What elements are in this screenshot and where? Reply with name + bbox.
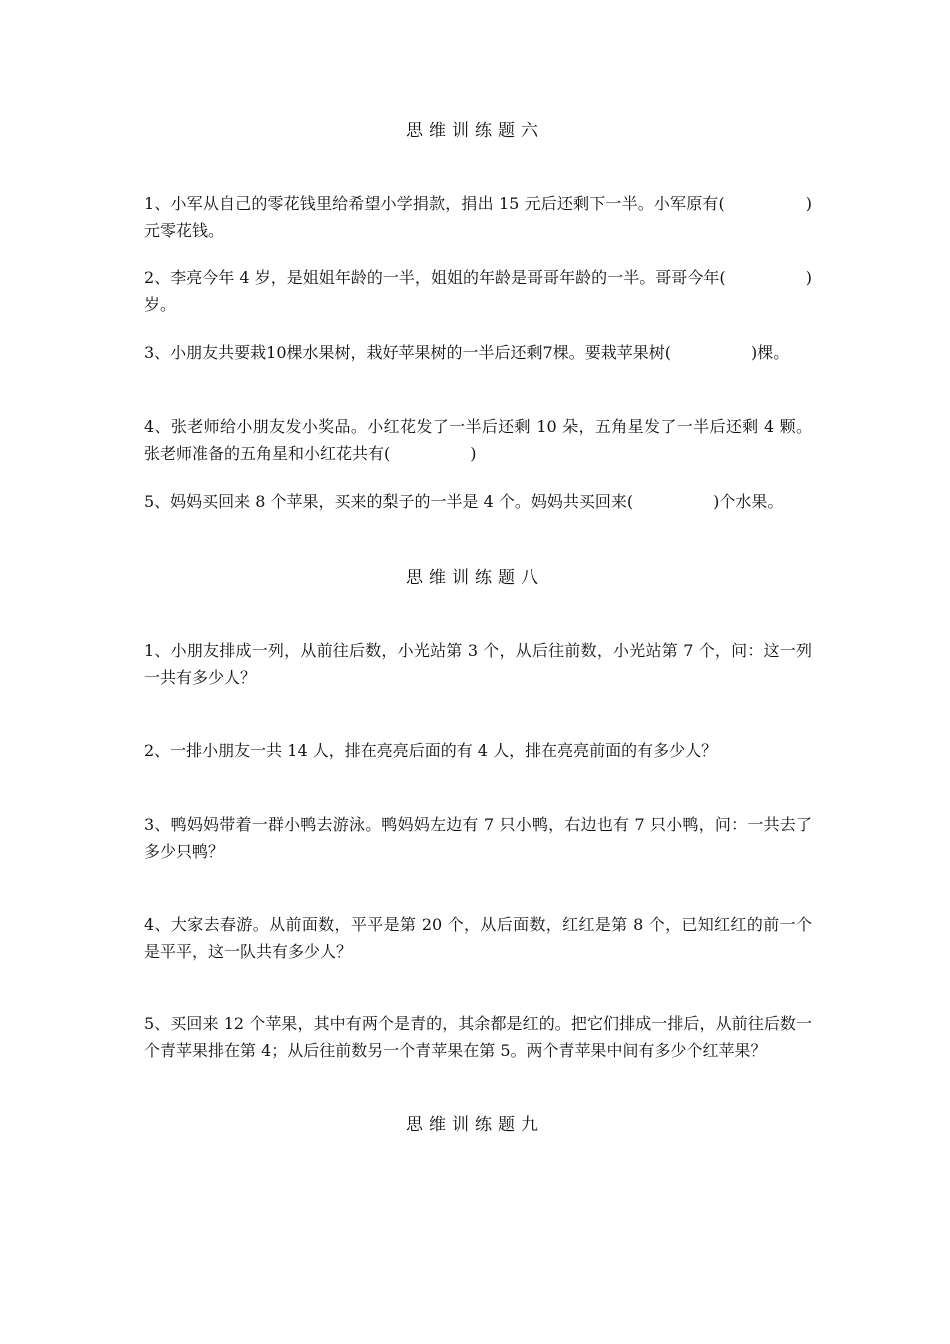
question-6-4: 4、张老师给小朋友发小奖品。小红花发了一半后还剩 10 朵，五角星发了一半后还剩 4 颗。张老师准备的五角星和小红花共有( ) [144,417,812,463]
question-6-5: 5、妈妈买回来 8 个苹果，买来的梨子的一半是 4 个。妈妈共买回来( )个水果。 [144,492,784,511]
question-8-4: 4、大家去春游。从前面数，平平是第 20 个，从后面数，红红是第 8 个，已知红红的前一个是平平，这一队共有多少人？ [144,915,812,961]
question-8-2: 2、一排小朋友一共 14 人，排在亮亮后面的有 4 人，排在亮亮前面的有多少人？ [144,741,718,760]
section-title-eight: 思维训练题八 [406,568,544,588]
question-6-2: 2、李亮今年 4 岁，是姐姐年龄的一半，姐姐的年龄是哥哥年龄的一半。哥哥今年( )岁。 [144,268,812,314]
question-6-3: 3、小朋友共要栽10棵水果树，栽好苹果树的一半后还剩7棵。要栽苹果树( )棵。 [144,343,790,362]
question-8-1: 1、小朋友排成一列，从前往后数，小光站第 3 个，从后往前数，小光站第 7 个，问：这一列一共有多少人？ [144,641,812,687]
question-8-3: 3、鸭妈妈带着一群小鸭去游泳。鸭妈妈左边有 7 只小鸭，右边也有 7 只小鸭，问：一共去了多少只鸭？ [144,815,812,861]
section-title-six: 思维训练题六 [406,121,544,141]
question-6-1: 1、小军从自己的零花钱里给希望小学捐款，捐出 15 元后还剩下一半。小军原有( )元零花钱。 [144,194,812,240]
question-8-5: 5、买回来 12 个苹果，其中有两个是青的，其余都是红的。把它们排成一排后，从前往后数一个青苹果排在第 4；从后往前数另一个青苹果在第 5。两个青苹果中间有多少个红苹果？ [144,1014,812,1060]
section-title-nine: 思维训练题九 [406,1115,544,1135]
